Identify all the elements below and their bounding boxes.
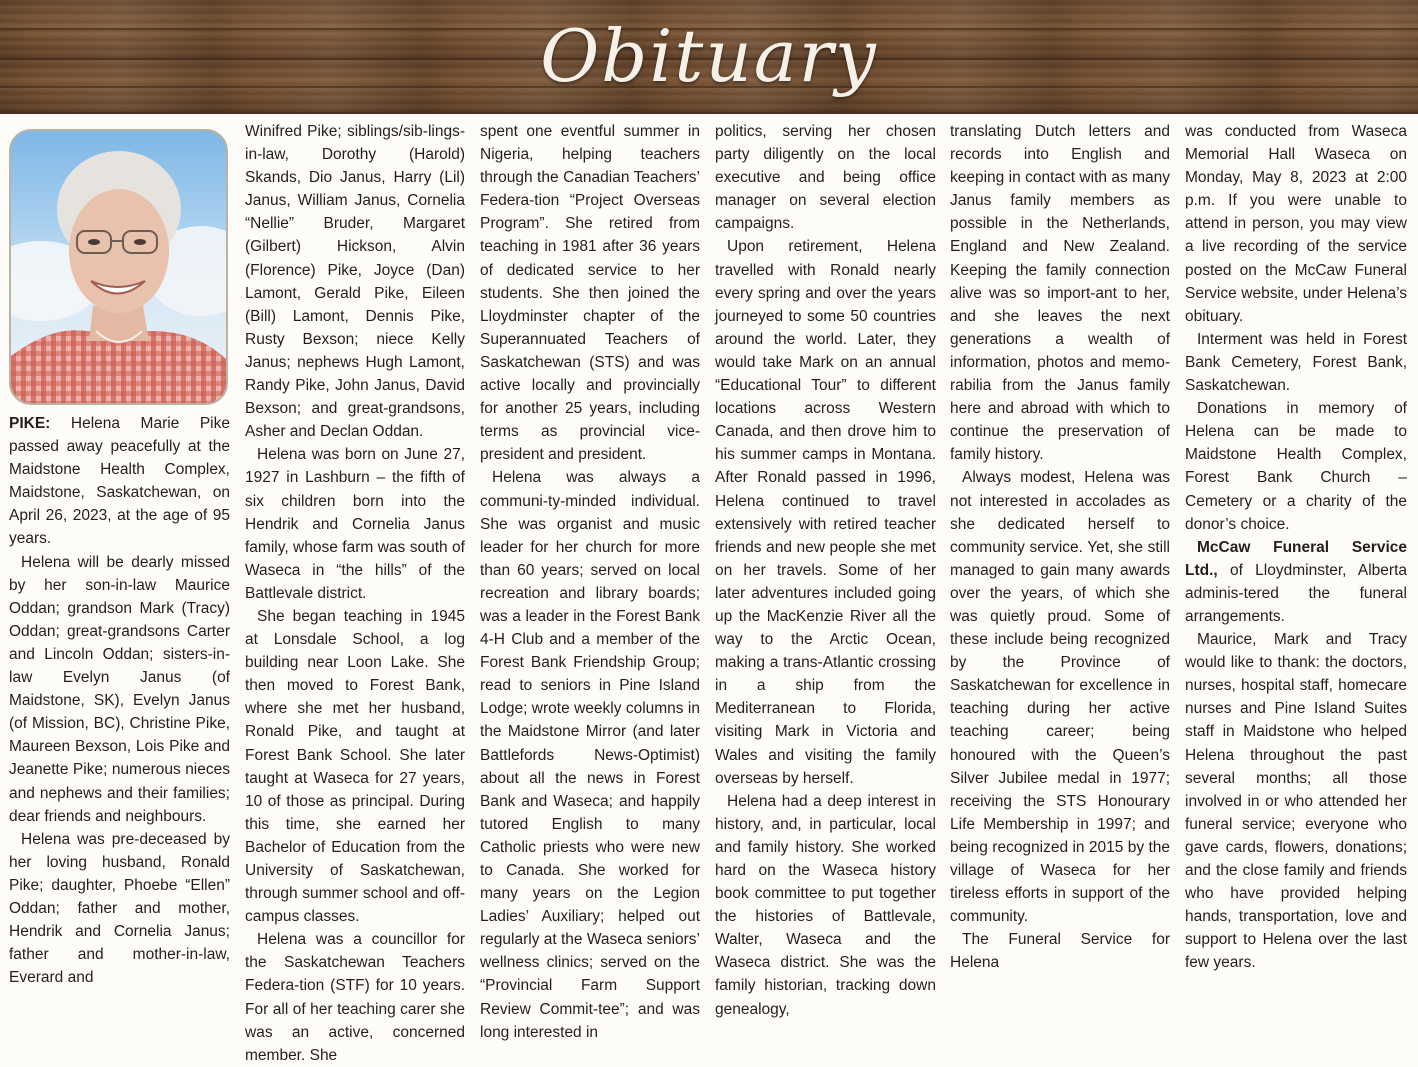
paragraph: Donations in memory of Helena can be made to Maidstone Health Complex, Forest Bank Church – Cemetery or a charity of the donor’s choice.	[1185, 400, 1407, 533]
paragraph: Helena was always a communi-ty-minded individual. She was organist and music leader for her church for more than 60 years; served on local recreation and library boards; was a leader in the Forest Bank 4-H Club and a member of the Forest Bank Friendship Group; read to seniors in Pine Island Lodge; wrote weekly columns in the Maidstone Mirror (and later Battlefords News-Optimist) about all the news in Forest Bank and Waseca; and happily tutored English to many Catholic priests who were new to Canada. She worked for many years on the Legion Ladies’ Auxiliary; helped out regularly at the Waseca seniors’ wellness clinics; served on the “Provincial Farm Support Review Commit-tee”; and was long interested in	[480, 469, 700, 1041]
paragraph: was conducted from Waseca Memorial Hall Waseca on Monday, May 8, 2023 at 2:00 p.m. If you were unable to attend in person, you may view a live recording of the service posted on the McCaw Funeral Service website, under Helena’s obituary.	[1185, 123, 1407, 325]
column-5	[950, 120, 1170, 974]
portrait-illustration	[11, 131, 226, 403]
paragraph: She began teaching in 1945 at Lonsdale School, a log building near Loon Lake. She then moved to Forest Bank, where she met her husband, Ronald Pike, and taught at Forest Bank School. She later taught at Waseca for 27 years, 10 of those as principal. During this time, she earned her Bachelor of Education from the University of Saskatchewan, through summer school and off-campus classes.	[245, 607, 465, 926]
paragraph-text: of Lloydminster, Alberta adminis-tered the funeral arrangements.	[1185, 561, 1407, 625]
paragraph: Helena was pre-deceased by her loving husband, Ronald Pike; daughter, Phoebe “Ellen” Oddan; father and mother, Hendrik and Cornelia Janus; father and mother-in-law, Everard and	[9, 830, 230, 987]
paragraph	[9, 412, 230, 551]
paragraph: Helena had a deep interest in history, and, in particular, local and family history. She worked hard on the Waseca history book committee to put together the histories of Battlevale, Walter, Waseca and the Waseca district. She was the family historian, tracking down genealogy,	[715, 792, 936, 1018]
paragraph: Helena was born on June 27, 1927 in Lashburn – the fifth of six children born into the Hendrik and Cornelia Janus family, whose farm was south of Waseca in “the hills” of the Battlevale district.	[245, 446, 465, 602]
paragraph: The Funeral Service for Helena	[950, 931, 1170, 972]
paragraph: Winifred Pike; siblings/sib-lings-in-law, Dorothy (Harold) Skands, Dio Janus, Harry (Lil) Janus, William Janus, Cornelia “Nellie” Bruder, Margaret (Gilbert) Hickson, Alvin (Florence) Pike, Joyce (Dan) Lamont, Gerald Pike, Eileen (Bill) Lamont, Dennis Pike, Rusty Bexson; niece Kelly Janus; nephews Hugh Lamont, Randy Pike, John Janus, David Bexson; and great-grandsons, Asher and Declan Oddan.	[245, 123, 465, 441]
column-6	[1185, 120, 1407, 974]
portrait-photo	[9, 129, 228, 405]
paragraph: Maurice, Mark and Tracy would like to thank: the doctors, nurses, hospital staff, homecare nurses and Pine Island Suites staff in Maidstone who helped Helena throughout the past several months; all those involved in or who attended her funeral service; everyone who gave cards, flowers, donations; and the close family and friends who have provided helping hands, transportation, love and support to Helena over the last few years.	[1185, 631, 1407, 972]
column-4	[715, 120, 936, 1021]
column-3	[480, 120, 700, 1044]
paragraph: Helena will be dearly missed by her son-in-law Maurice Oddan; grandson Mark (Tracy) Oddan; great-grandsons Carter and Lincoln Oddan; sisters-in-law Evelyn Janus (of Maidstone, SK), Evelyn Janus (of Mission, BC), Christine Pike, Maureen Bexson, Lois Pike and Jeanette Pike; numerous nieces and nephews and their families; dear friends and neighbours.	[9, 553, 230, 825]
deceased-surname: PIKE:	[9, 415, 51, 432]
header-banner	[0, 0, 1418, 114]
column-2	[245, 120, 465, 1067]
paragraph: Always modest, Helena was not interested in accolades as she dedicated herself to community service. Yet, she still managed to gain many awards over the years, of which she was quietly proud. Some of these include being recognized by the Province of Saskatchewan for excellence in teaching during her active teaching career; being honoured with the Queen’s Silver Jubilee medal in 1977; receiving the STS Honourary Life Membership in 1997; and being recognized in 2015 by the village of Waseca for her tireless efforts in support of the community.	[950, 469, 1170, 926]
page-title: Obituary	[540, 14, 878, 98]
paragraph	[1185, 536, 1407, 628]
paragraph: Upon retirement, Helena travelled with Ronald nearly every spring and over the years journeyed to some 50 countries around the world. Later, they would take Mark on an annual “Educational Tour” to different locations across Western Canada, and then drove him to his summer camps in Montana. After Ronald passed in 1996, Helena continued to travel extensively with retired teacher friends and new people she met on her travels. Some of her later adventures included going up the MacKenzie River all the way to the Arctic Ocean, making a trans-Atlantic crossing in a ship from the Mediterranean to Florida, visiting Mark in Victoria and Wales and visiting the family overseas by herself.	[715, 238, 936, 787]
paragraph: spent one eventful summer in Nigeria, helping teachers through the Canadian Teachers’ Federa-tion “Project Overseas Program”. She retired from teaching in 1981 after 36 years of dedicated service to her students. She then joined the Lloydminster chapter of the Superannuated Teachers of Saskatchewan (STS) and was active locally and provincially for another 25 years, including terms as provincial vice-president and president.	[480, 123, 700, 464]
paragraph: Helena was a councillor for the Saskatchewan Teachers Federa-tion (STF) for 10 years. For all of her teaching carer she was an active, concerned member. She	[245, 931, 465, 1064]
paragraph: Interment was held in Forest Bank Cemetery, Forest Bank, Saskatchewan.	[1185, 330, 1407, 395]
paragraph-text: Helena Marie Pike passed away peacefully at the Maidstone Health Complex, Maidstone, Saskatchewan, on April 26, 2023, at the age of 95 years.	[9, 415, 230, 548]
funeral-home-name: McCaw Funeral Service Ltd.,	[1185, 538, 1407, 579]
paragraph: politics, serving her chosen party diligently on the local executive and being office manager on several election campaigns.	[715, 123, 936, 233]
paragraph: translating Dutch letters and records into English and keeping in contact with as many Janus family members as possible in the Netherlands, England and New Zealand. Keeping the family connection alive was so import-ant to her, and she leaves the next generations a wealth of information, photos and memo-rabilia from the Janus family here and abroad with which to continue the preservation of family history.	[950, 123, 1170, 464]
column-1	[9, 412, 230, 989]
